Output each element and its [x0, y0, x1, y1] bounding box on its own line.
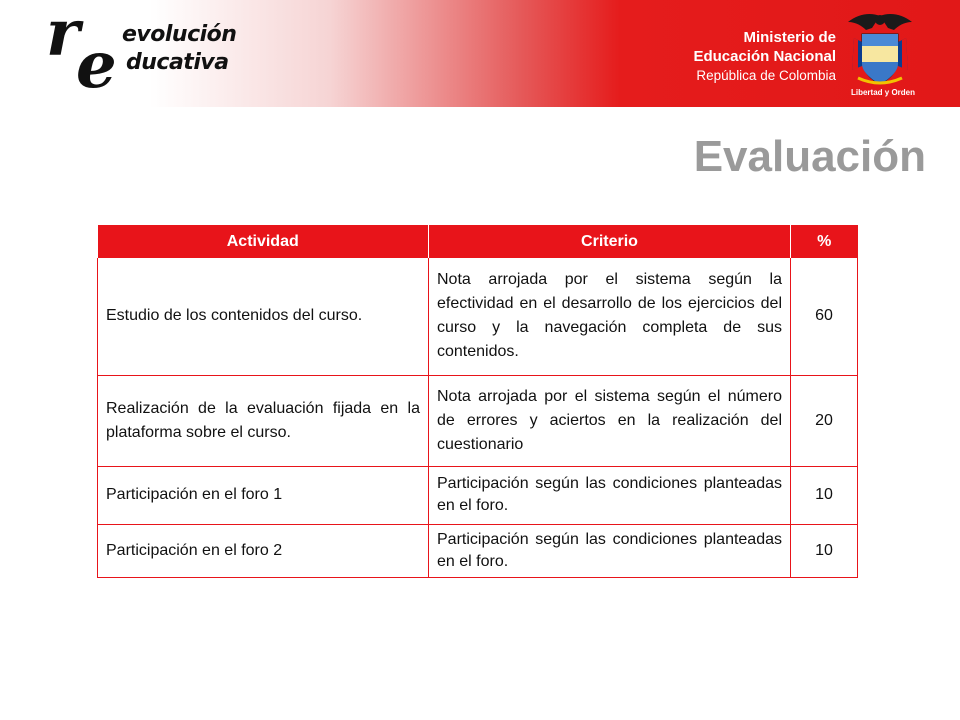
- cell-criterio: Participación según las condiciones planteadas en el foro.: [429, 466, 791, 524]
- logo-letter-e: e: [76, 28, 117, 103]
- header-percent: %: [791, 225, 858, 258]
- cell-actividad: Participación en el foro 2: [98, 524, 429, 577]
- page-title: Evaluación: [693, 132, 926, 181]
- table-row: [98, 466, 858, 524]
- table-row: [98, 524, 858, 577]
- ministry-line-1: Ministerio de: [743, 29, 836, 46]
- table-header-row: [98, 225, 858, 258]
- ministry-line-3: República de Colombia: [696, 68, 836, 83]
- table-row: [98, 258, 858, 375]
- cell-actividad: Realización de la evaluación fijada en la plataforma sobre el curso.: [98, 375, 429, 466]
- ministry-line-2: Educación Nacional: [693, 48, 836, 65]
- motto-text: Libertad y Orden: [850, 88, 915, 97]
- cell-criterio: Nota arrojada por el sistema según el número de errores y aciertos en la realización del cuestionario: [429, 375, 791, 466]
- revolucion-educativa-logo: [46, 0, 276, 103]
- logo-word-revolucion: evolución: [122, 22, 237, 47]
- cell-percent: 10: [791, 466, 858, 524]
- cell-actividad: Participación en el foro 1: [98, 466, 429, 524]
- cell-criterio: Nota arrojada por el sistema según la efectividad en el desarrollo de los ejercicios del curso y la navegación completa de sus contenidos.: [429, 258, 791, 375]
- cell-percent: 20: [791, 375, 858, 466]
- cell-percent: 10: [791, 524, 858, 577]
- header-banner: [0, 0, 960, 107]
- table-row: [98, 375, 858, 466]
- coat-of-arms-icon: [840, 8, 920, 92]
- header-criterio: Criterio: [429, 225, 791, 258]
- cell-actividad: Estudio de los contenidos del curso.: [98, 258, 429, 375]
- logo-word-educativa: ducativa: [126, 50, 229, 75]
- ministry-name: [668, 28, 836, 85]
- cell-percent: 60: [791, 258, 858, 375]
- header-actividad: Actividad: [98, 225, 429, 258]
- logo-letter-r: r: [46, 0, 80, 71]
- cell-criterio: Participación según las condiciones planteadas en el foro.: [429, 524, 791, 577]
- evaluation-table: [97, 225, 858, 578]
